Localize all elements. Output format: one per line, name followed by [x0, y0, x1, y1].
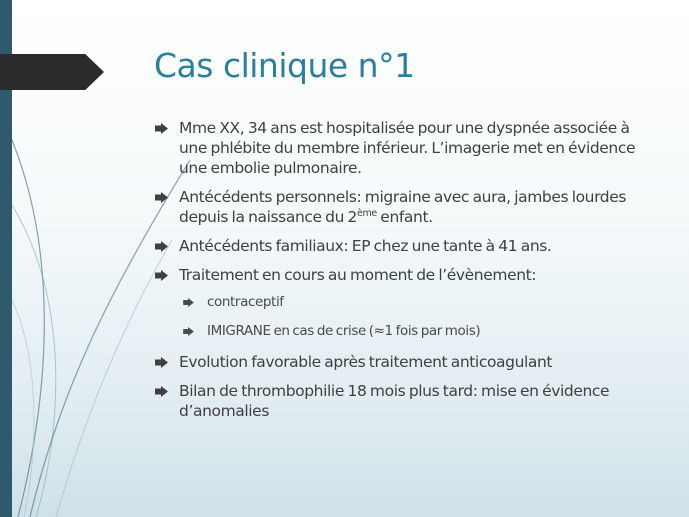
bullet-text: Bilan de thrombophilie 18 mois plus tard: mise en évidence d’anomalies — [179, 382, 610, 420]
bullet-text: Evolution favorable après traitement anticoagulant — [179, 353, 553, 371]
bullet-item — [155, 352, 655, 372]
arrow-bullet-icon — [155, 352, 179, 372]
sub-bullet-item — [183, 294, 655, 311]
arrow-bullet-icon — [183, 323, 207, 340]
bullet-text: Mme XX, 34 ans est hospitalisée pour une dyspnée associée à une phlébite du membre inférieur. L’imagerie met en évidence une embolie pulmonaire. — [179, 119, 636, 177]
bullet-text: Traitement en cours au moment de l’évènement: — [179, 266, 537, 284]
bullet-list — [155, 118, 655, 430]
superscript: ème — [357, 208, 377, 219]
sub-bullet-text: contraceptif — [207, 294, 284, 310]
arrow-bullet-icon — [155, 187, 179, 207]
bullet-text-part: enfant. — [376, 208, 433, 226]
slide-title: Cas clinique n°1 — [154, 46, 415, 85]
bullet-item — [155, 381, 655, 421]
arrow-bullet-icon — [155, 118, 179, 138]
bullet-item — [155, 187, 655, 227]
sub-bullet-item — [183, 323, 655, 340]
bullet-item — [155, 118, 655, 178]
title-arrow-tab — [0, 54, 104, 90]
arrow-bullet-icon — [155, 265, 179, 285]
arrow-bullet-icon — [183, 294, 207, 311]
bullet-text-part: Antécédents personnels: migraine avec aura, jambes lourdes depuis la naissance du 2 — [179, 188, 627, 226]
bullet-item — [155, 265, 655, 285]
bullet-item — [155, 236, 655, 256]
sub-bullet-text: IMIGRANE en cas de crise (≈1 fois par mois) — [207, 323, 481, 339]
arrow-bullet-icon — [155, 236, 179, 256]
bullet-text — [179, 187, 655, 227]
arrow-bullet-icon — [155, 381, 179, 401]
bullet-text: Antécédents familiaux: EP chez une tante à 41 ans. — [179, 237, 552, 255]
